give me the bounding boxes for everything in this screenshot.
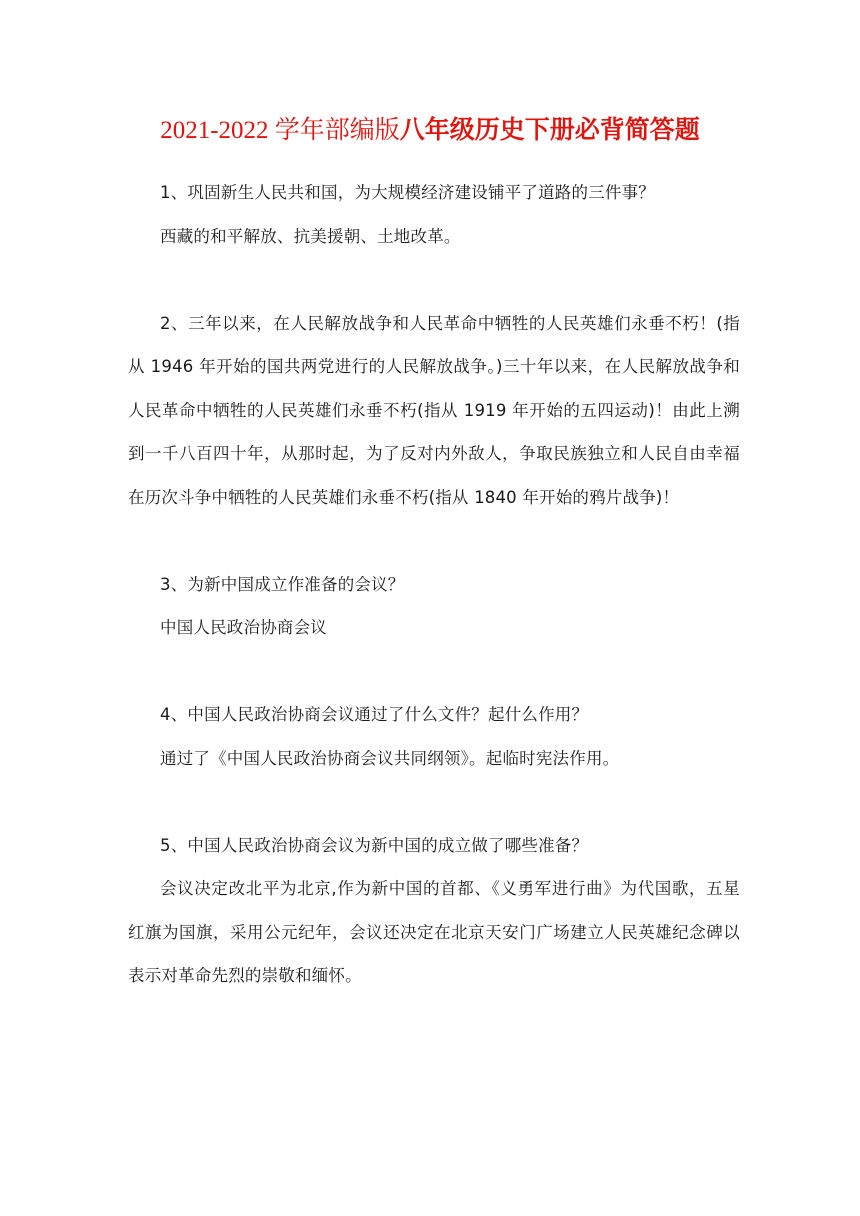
qa-item-4 [128,693,740,780]
question-text: 1、巩固新生人民共和国，为大规模经济建设铺平了道路的三件事？ [160,183,655,202]
question-text: 4、中国人民政治协商会议通过了什么文件？起什么作用？ [160,705,589,724]
qa-item-1 [128,171,740,258]
title-main: 八年级历史下册必背简答题 [399,115,700,144]
qa-item-3 [128,563,740,650]
answer-text: 中国人民政治协商会议 [160,618,327,637]
qa-item-2 [128,302,740,520]
answer-text: 西藏的和平解放、抗美援朝、土地改革。 [160,226,461,246]
question-text: 5、中国人民政治协商会议为新中国的成立做了哪些准备？ [160,835,589,855]
title-prefix: 2021-2022 学年部编版 [160,117,400,144]
document-title [0,108,860,153]
blank-line [128,519,740,563]
answer-text: 通过了《中国人民政治协商会议共同纲领》。起临时宪法作用。 [160,748,620,768]
blank-line [128,780,740,824]
answer-text: 会议决定改北平为北京,作为新中国的首都、《义勇军进行曲》为代国歌，五星红旗为国旗，采用公元纪年，会议还决定在北京天安门广场建立人民英雄纪念碑以表示对革命先烈的崇敬和缅怀。 [128,879,740,985]
question-text: 3、为新中国成立作准备的会议？ [160,574,405,594]
qa-item-5 [128,824,740,998]
blank-line [128,650,740,694]
document-body [128,171,740,998]
blank-line [128,258,740,302]
paragraph-text: 2、三年以来，在人民解放战争和人民革命中牺牲的人民英雄们永垂不朽！(指从 1946 年开始的国共两党进行的人民解放战争。)三十年以来，在人民解放战争和人民革命中牺牲的人民英雄们永垂不朽(指从 1919 年开始的五四运动)！由此上溯到一千八百四十年，从那时起，为了反对内外敌人，争取民族独立和人民自由幸福在历次斗争中牺牲的人民英雄们永垂不朽(指从 1840 年开始的鸦片战争)！ [128,313,740,507]
